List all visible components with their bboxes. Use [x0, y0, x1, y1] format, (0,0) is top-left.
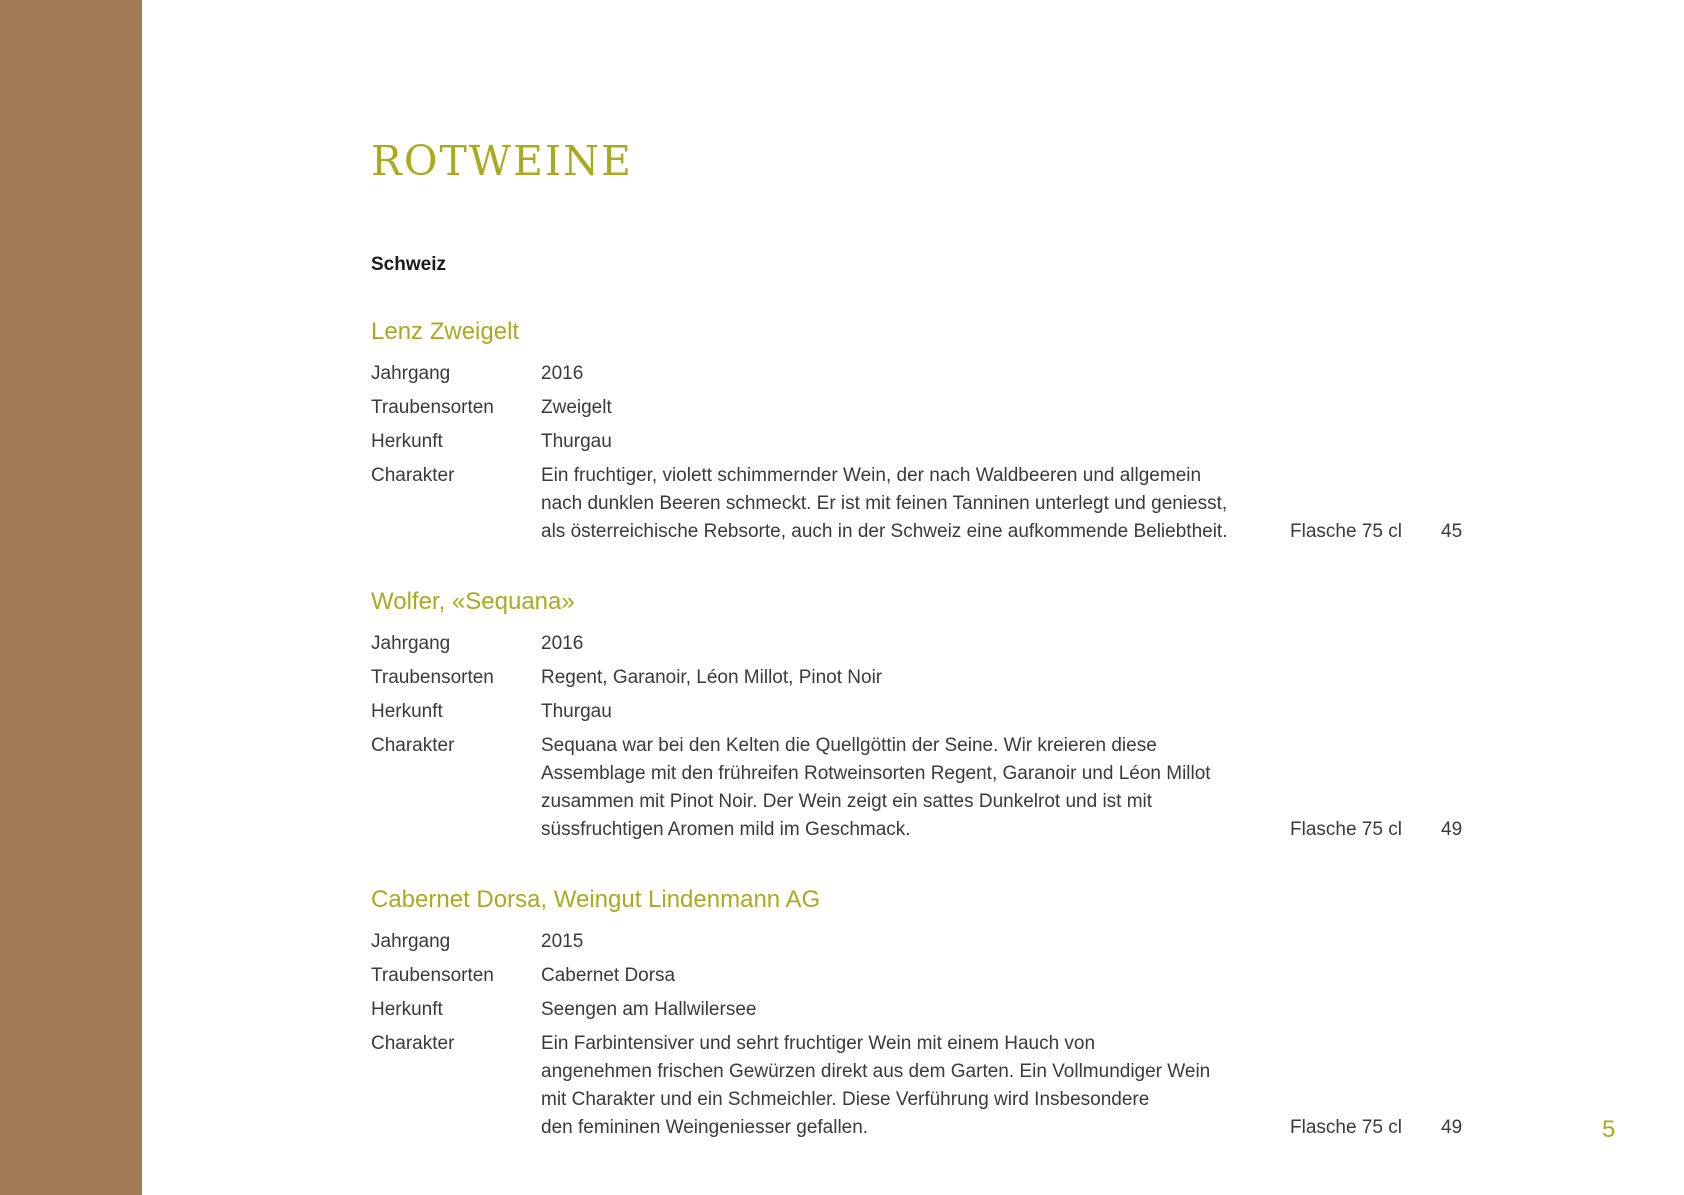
wine-herkunft-row — [371, 996, 1521, 1030]
charakter-label: Charakter — [371, 465, 455, 486]
charakter-line: Sequana war bei den Kelten die Quellgöttin der Seine. Wir kreieren diese — [541, 735, 1157, 756]
charakter-line: angenehmen frischen Gewürzen direkt aus dem Garten. Ein Vollmundiger Wein — [541, 1061, 1211, 1082]
page-title: ROTWEINE — [371, 137, 633, 185]
wine-entry — [371, 884, 1521, 1142]
price-line — [371, 518, 1521, 546]
price: 49 — [1441, 1117, 1463, 1138]
jahrgang-label: Jahrgang — [371, 931, 451, 952]
herkunft-value: Seengen am Hallwilersee — [541, 999, 757, 1020]
wine-entry — [371, 316, 1521, 546]
wine-charakter-row — [371, 1030, 1521, 1142]
jahrgang-value: 2015 — [541, 931, 584, 952]
wine-name: Cabernet Dorsa, Weingut Lindenmann AG — [371, 886, 821, 913]
herkunft-label: Herkunft — [371, 701, 443, 722]
price: 49 — [1441, 819, 1463, 840]
bottle-size: Flasche 75 cl — [1290, 521, 1402, 542]
charakter-label: Charakter — [371, 1033, 455, 1054]
charakter-label: Charakter — [371, 735, 455, 756]
sidebar-band — [0, 0, 142, 1195]
charakter-line: zusammen mit Pinot Noir. Der Wein zeigt ein sattes Dunkelrot und ist mit — [541, 791, 1153, 812]
wine-charakter-row — [371, 462, 1521, 546]
charakter-line: Ein Farbintensiver und sehrt fruchtiger Wein mit einem Hauch von — [541, 1033, 1096, 1054]
wine-traubensorten-row — [371, 664, 1521, 698]
wine-traubensorten-row — [371, 394, 1521, 428]
charakter-line: als österreichische Rebsorte, auch in der Schweiz eine aufkommende Beliebtheit. — [541, 521, 1228, 542]
wine-herkunft-row — [371, 698, 1521, 732]
traubensorten-value: Cabernet Dorsa — [541, 965, 676, 986]
wine-jahrgang-row — [371, 360, 1521, 394]
jahrgang-label: Jahrgang — [371, 633, 451, 654]
price: 45 — [1441, 521, 1463, 542]
wine-name: Wolfer, «Sequana» — [371, 588, 575, 615]
wine-name: Lenz Zweigelt — [371, 318, 520, 345]
price-line — [371, 816, 1521, 844]
jahrgang-label: Jahrgang — [371, 363, 451, 384]
herkunft-value: Thurgau — [541, 431, 612, 452]
wine-herkunft-row — [371, 428, 1521, 462]
traubensorten-value: Regent, Garanoir, Léon Millot, Pinot Noir — [541, 667, 883, 688]
page-number: 5 — [1602, 1116, 1616, 1143]
region-heading: Schweiz — [371, 254, 446, 275]
jahrgang-value: 2016 — [541, 633, 584, 654]
charakter-line: Ein fruchtiger, violett schimmernder Wein, der nach Waldbeeren und allgemein — [541, 465, 1202, 486]
traubensorten-label: Traubensorten — [371, 397, 494, 418]
charakter-line: süssfruchtigen Aromen mild im Geschmack. — [541, 819, 911, 840]
charakter-line: Assemblage mit den frühreifen Rotweinsorten Regent, Garanoir und Léon Millot — [541, 763, 1211, 784]
wine-entry — [371, 586, 1521, 844]
bottle-size: Flasche 75 cl — [1290, 819, 1402, 840]
jahrgang-value: 2016 — [541, 363, 584, 384]
charakter-line: nach dunklen Beeren schmeckt. Er ist mit feinen Tanninen unterlegt und geniesst, — [541, 493, 1228, 514]
charakter-line: mit Charakter und ein Schmeichler. Diese Verführung wird Insbesondere — [541, 1089, 1150, 1110]
herkunft-value: Thurgau — [541, 701, 612, 722]
herkunft-label: Herkunft — [371, 431, 443, 452]
wine-traubensorten-row — [371, 962, 1521, 996]
wine-jahrgang-row — [371, 630, 1521, 664]
charakter-line: den femininen Weingeniesser gefallen. — [541, 1117, 869, 1138]
price-line — [371, 1114, 1521, 1142]
herkunft-label: Herkunft — [371, 999, 443, 1020]
traubensorten-value: Zweigelt — [541, 397, 612, 418]
wine-jahrgang-row — [371, 928, 1521, 962]
traubensorten-label: Traubensorten — [371, 667, 494, 688]
traubensorten-label: Traubensorten — [371, 965, 494, 986]
wine-charakter-row — [371, 732, 1521, 844]
bottle-size: Flasche 75 cl — [1290, 1117, 1402, 1138]
